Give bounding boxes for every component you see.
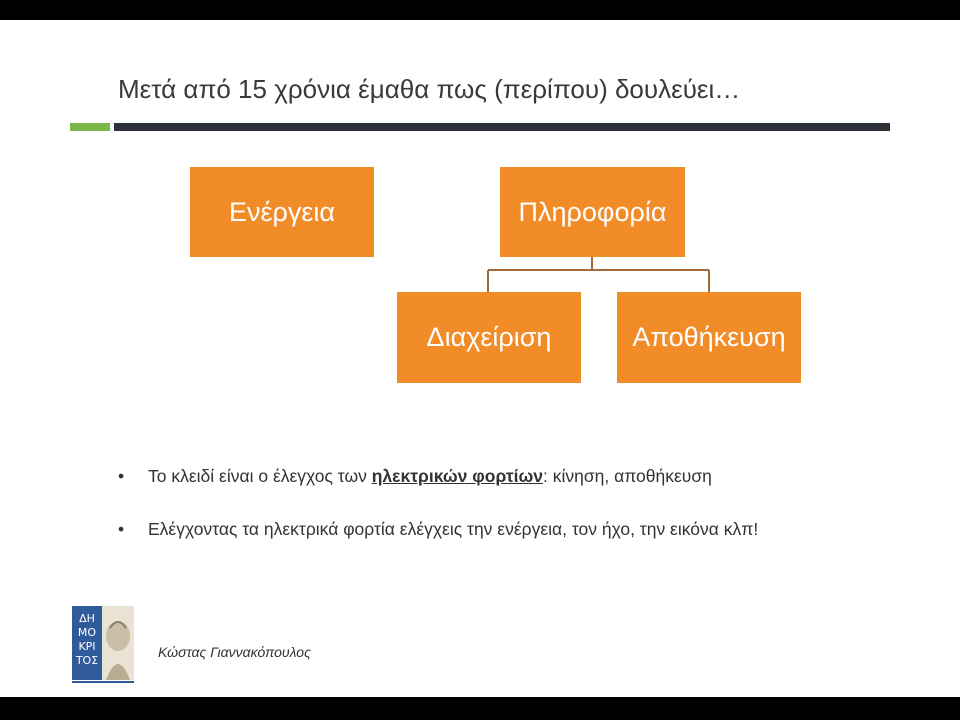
svg-text:ΜΟ: ΜΟ — [77, 626, 97, 639]
logo-underline — [72, 681, 134, 683]
information-label: Πληροφορία — [518, 196, 667, 227]
bullet-1-tail: : κίνηση, αποθήκευση — [543, 466, 712, 486]
svg-text:ΤΟΣ: ΤΟΣ — [75, 654, 99, 667]
slide-title: Μετά από 15 χρόνια έμαθα πως (περίπου) δουλεύει… — [118, 74, 741, 104]
bullet-item — [118, 516, 848, 543]
svg-text:ΚΡΙ: ΚΡΙ — [78, 640, 96, 653]
democritus-logo — [72, 606, 134, 680]
storage-label: Αποθήκευση — [632, 322, 786, 352]
bullet-1-key-phrase: ηλεκτρικών φορτίων — [371, 466, 544, 486]
bullet-dot: • — [118, 466, 125, 486]
author-name: Κώστας Γιαννακόπουλος — [158, 644, 311, 660]
energy-label: Ενέργεια — [228, 196, 336, 227]
management-box — [397, 292, 581, 383]
slide — [0, 20, 960, 697]
bullet-1-text: Το κλειδί είναι ο έλεγχος των — [148, 466, 372, 486]
management-label: Διαχείριση — [426, 322, 552, 352]
svg-text:ΔΗ: ΔΗ — [79, 612, 95, 625]
bullet-2-text: Ελέγχοντας τα ηλεκτρικά φορτία ελέγχεις την ενέργεια, τον ήχο, την εικόνα κλπ! — [148, 519, 759, 539]
bullet-dot: • — [118, 519, 125, 539]
storage-box — [617, 292, 801, 383]
bullet-item — [118, 463, 848, 490]
bullet-list — [118, 463, 848, 569]
